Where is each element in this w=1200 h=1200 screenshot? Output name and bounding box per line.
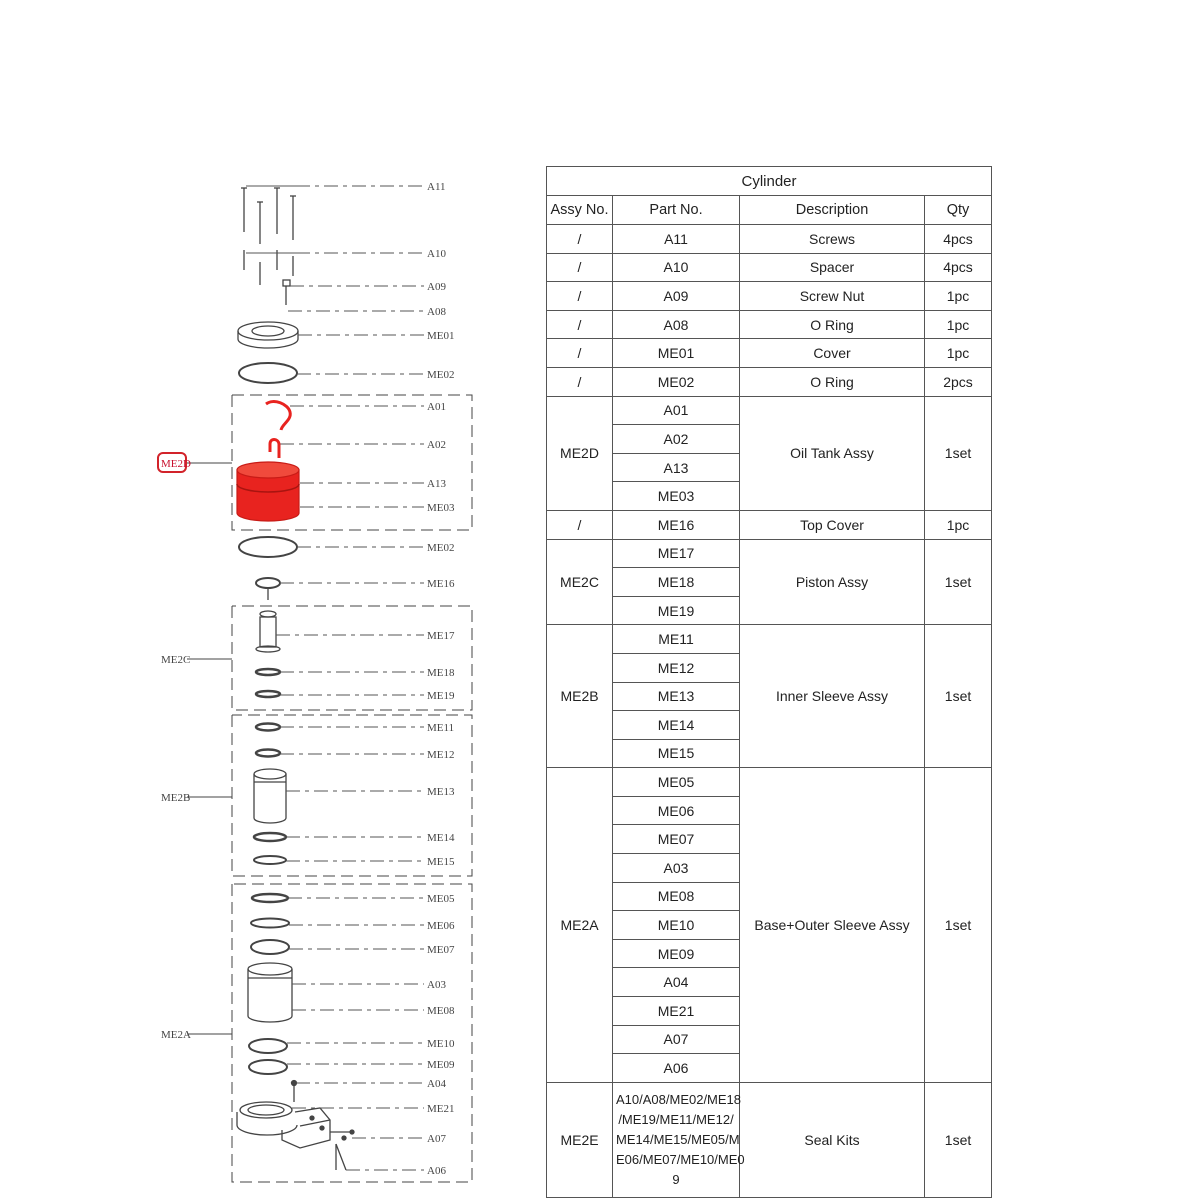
assy-no-cell: /	[547, 510, 613, 539]
header-qty: Qty	[925, 196, 992, 225]
assembly-label: ME2C	[161, 654, 191, 666]
part-no-cell: A02	[613, 425, 740, 454]
qty-cell: 1pc	[925, 282, 992, 311]
table-row	[547, 339, 992, 368]
part-me14-seal	[254, 833, 286, 841]
assy-no-cell: /	[547, 310, 613, 339]
table-title: Cylinder	[547, 167, 992, 196]
table-row	[547, 539, 992, 568]
description-cell: Seal Kits	[740, 1082, 925, 1197]
part-a11-screws	[241, 188, 296, 244]
callout-label: ME19	[427, 690, 455, 702]
assembly-labels	[161, 458, 191, 1041]
part-no-cell: A11	[613, 225, 740, 254]
part-no-cell: ME10	[613, 911, 740, 940]
description-cell: Top Cover	[740, 510, 925, 539]
exploded-view-diagram	[0, 0, 540, 1200]
callout-label: ME09	[427, 1059, 455, 1071]
callout-label: A09	[427, 281, 446, 293]
assy-no-cell: ME2E	[547, 1082, 613, 1197]
part-no-cell: ME11	[613, 625, 740, 654]
callout-label: ME02	[427, 542, 455, 554]
part-a03-outer-sleeve	[248, 963, 292, 1022]
description-cell: O Ring	[740, 367, 925, 396]
table-row	[547, 310, 992, 339]
qty-cell: 1set	[925, 396, 992, 510]
callout-label: A01	[427, 401, 446, 413]
part-no-cell: A04	[613, 968, 740, 997]
assembly-label: ME2A	[161, 1029, 191, 1041]
callout-label: ME13	[427, 786, 455, 798]
part-no-cell: ME03	[613, 482, 740, 511]
part-no-cell: A09	[613, 282, 740, 311]
part-a07-a06-fittings	[330, 1130, 354, 1170]
part-no-cell: ME21	[613, 997, 740, 1026]
callout-label: A07	[427, 1133, 446, 1145]
part-me02-o-ring-top	[239, 363, 297, 383]
assy-no-cell: ME2D	[547, 396, 613, 510]
description-cell: Base+Outer Sleeve Assy	[740, 768, 925, 1083]
part-no-cell: ME14	[613, 711, 740, 740]
table-row	[547, 282, 992, 311]
part-me11-seal	[256, 724, 280, 731]
part-no-cell: ME08	[613, 882, 740, 911]
part-a09-screw-nut	[283, 280, 290, 286]
header-part-no: Part No.	[613, 196, 740, 225]
callout-label: A04	[427, 1078, 446, 1090]
qty-cell: 1pc	[925, 510, 992, 539]
part-no-cell: ME06	[613, 796, 740, 825]
description-cell: Inner Sleeve Assy	[740, 625, 925, 768]
table-row	[547, 253, 992, 282]
table-row	[547, 225, 992, 254]
part-no-cell: ME18	[613, 568, 740, 597]
qty-cell: 1set	[925, 539, 992, 625]
callout-label: A10	[427, 248, 446, 260]
part-me07-o-ring	[251, 940, 289, 954]
part-me13-inner-sleeve	[254, 769, 286, 823]
part-no-cell: ME15	[613, 739, 740, 768]
callout-label: A08	[427, 306, 446, 318]
assy-no-cell: ME2C	[547, 539, 613, 625]
part-no-cell: ME17	[613, 539, 740, 568]
part-no-cell: ME12	[613, 653, 740, 682]
part-me21-base	[237, 1081, 330, 1149]
callout-label: ME08	[427, 1005, 455, 1017]
part-me17-piston	[256, 611, 280, 652]
callout-label: ME18	[427, 667, 455, 679]
table-row	[547, 1082, 992, 1197]
part-no-cell: A01	[613, 396, 740, 425]
qty-cell: 2pcs	[925, 367, 992, 396]
description-cell: Spacer	[740, 253, 925, 282]
part-me16-top-cover	[256, 578, 280, 600]
callout-label: A13	[427, 478, 446, 490]
description-cell: Cover	[740, 339, 925, 368]
part-no-cell: ME05	[613, 768, 740, 797]
part-me12-seal	[256, 750, 280, 757]
highlighted-oil-tank-assy	[237, 402, 299, 521]
parts-table	[546, 166, 992, 1198]
table-row	[547, 367, 992, 396]
part-no-cell: A07	[613, 1025, 740, 1054]
part-no-cell: A13	[613, 453, 740, 482]
header-assy-no: Assy No.	[547, 196, 613, 225]
description-cell: Oil Tank Assy	[740, 396, 925, 510]
part-no-cell: ME07	[613, 825, 740, 854]
part-me18-seal	[256, 669, 280, 675]
qty-cell: 1set	[925, 1082, 992, 1197]
part-me19-seal	[256, 691, 280, 697]
assembly-label: ME2D	[161, 458, 191, 470]
table-row	[547, 768, 992, 797]
callout-label: ME07	[427, 944, 455, 956]
table-row	[547, 510, 992, 539]
callout-label: ME15	[427, 856, 455, 868]
callout-label: ME06	[427, 920, 455, 932]
part-no-cell: ME01	[613, 339, 740, 368]
callout-label: ME14	[427, 832, 455, 844]
qty-cell: 1set	[925, 768, 992, 1083]
callout-label: ME21	[427, 1103, 455, 1115]
part-no-cell: A10	[613, 253, 740, 282]
part-no-cell: ME16	[613, 510, 740, 539]
part-me06-seal	[251, 919, 289, 928]
callout-label: ME12	[427, 749, 455, 761]
part-me02-o-ring-bottom	[239, 537, 297, 557]
assy-no-cell: /	[547, 367, 613, 396]
assembly-leaders	[187, 463, 232, 1034]
qty-cell: 4pcs	[925, 253, 992, 282]
part-me01-cover	[238, 322, 298, 348]
assembly-label: ME2B	[161, 792, 191, 804]
assy-no-cell: /	[547, 282, 613, 311]
callout-label: ME11	[427, 722, 455, 734]
description-cell: Screw Nut	[740, 282, 925, 311]
parts-table-body	[547, 225, 992, 1198]
callout-label: ME03	[427, 502, 455, 514]
part-no-cell: A06	[613, 1054, 740, 1083]
qty-cell: 4pcs	[925, 225, 992, 254]
part-me05-seal	[252, 894, 288, 902]
qty-cell: 1pc	[925, 310, 992, 339]
callout-label: A03	[427, 979, 446, 991]
callout-label: ME02	[427, 369, 455, 381]
assy-no-cell: /	[547, 253, 613, 282]
assy-no-cell: ME2A	[547, 768, 613, 1083]
description-cell: Screws	[740, 225, 925, 254]
part-me15-seal	[254, 856, 286, 864]
table-row	[547, 396, 992, 425]
description-cell: Piston Assy	[740, 539, 925, 625]
part-no-cell: A08	[613, 310, 740, 339]
callout-label: A02	[427, 439, 446, 451]
description-cell: O Ring	[740, 310, 925, 339]
callout-label: ME16	[427, 578, 455, 590]
part-no-cell: ME13	[613, 682, 740, 711]
part-no-cell: A10/A08/ME02/ME18 /ME19/ME11/ME12/ ME14/ME15/ME05/M E06/ME07/ME10/ME0 9	[613, 1082, 740, 1197]
part-no-cell: A03	[613, 854, 740, 883]
callout-label: ME17	[427, 630, 455, 642]
part-no-cell: ME19	[613, 596, 740, 625]
callout-labels	[427, 181, 455, 1177]
table-row	[547, 625, 992, 654]
part-me10-o-ring	[249, 1039, 287, 1053]
part-a01-highlight	[266, 402, 290, 430]
part-me09-o-ring	[249, 1060, 287, 1074]
qty-cell: 1pc	[925, 339, 992, 368]
part-a02-highlight	[270, 440, 279, 459]
qty-cell: 1set	[925, 625, 992, 768]
callout-label: A11	[427, 181, 446, 193]
assy-no-cell: /	[547, 225, 613, 254]
part-no-cell: ME09	[613, 939, 740, 968]
header-description: Description	[740, 196, 925, 225]
assy-no-cell: ME2B	[547, 625, 613, 768]
assy-no-cell: /	[547, 339, 613, 368]
callout-label: ME10	[427, 1038, 455, 1050]
callout-label: A06	[427, 1165, 446, 1177]
part-no-cell: ME02	[613, 367, 740, 396]
callout-label: ME05	[427, 893, 455, 905]
callout-label: ME01	[427, 330, 455, 342]
